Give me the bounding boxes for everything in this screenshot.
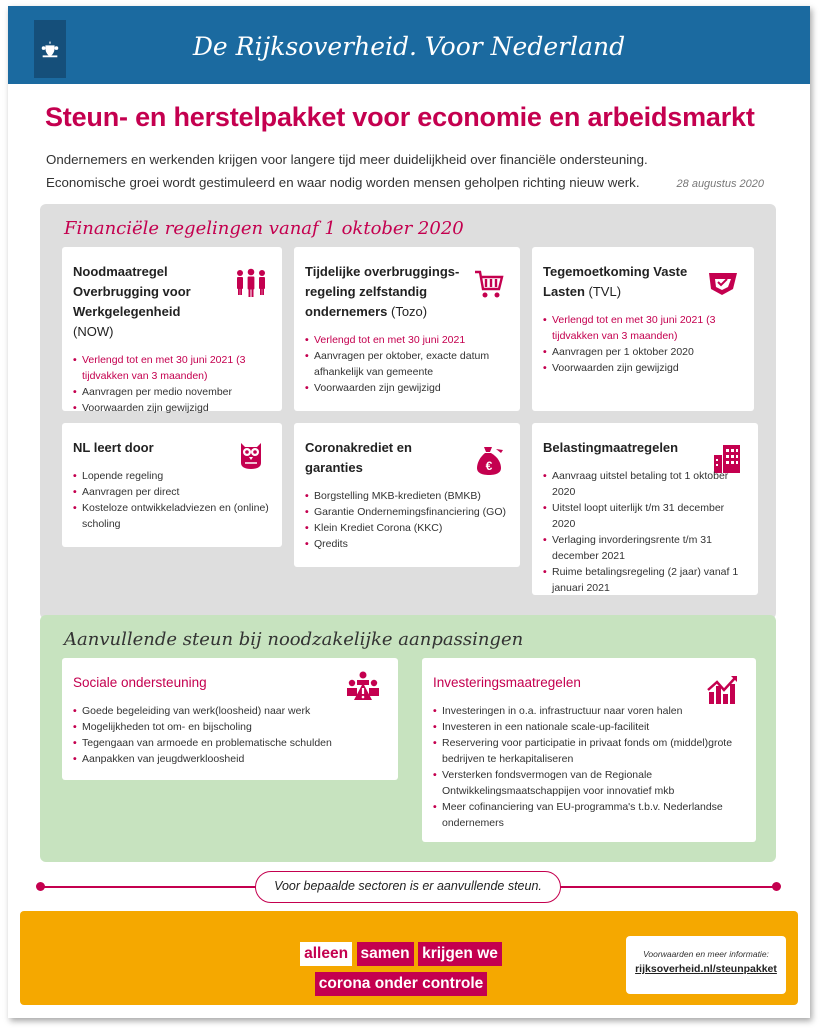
list-item: • Verlengd tot en met 30 juni 2021 (3 tijdvakken van 3 maanden) [73, 352, 272, 384]
card-belastingmaatregelen [532, 423, 758, 595]
card-list [305, 488, 510, 552]
poster [8, 6, 810, 1018]
cart-icon [472, 267, 506, 301]
list-item: • Aanpakken van jeugdwerkloosheid [73, 751, 388, 767]
growth-chart-icon [706, 672, 740, 706]
list-item: • Verlengd tot en met 30 juni 2021 (3 tijdvakken van 3 maanden) [543, 312, 744, 344]
card-list [433, 703, 746, 831]
card-list [73, 703, 388, 767]
additional-section-title: Aanvullende steun bij noodzakelijke aanpassingen [64, 629, 524, 650]
slogan-word: alleen [300, 942, 352, 966]
list-item: • Aanvragen per oktober, exacte datum afhankelijk van gemeente [305, 348, 510, 380]
card-title: NL leert door [73, 440, 154, 455]
list-item: • Uitstel loopt uiterlijk t/m 31 december 2020 [543, 500, 748, 532]
svg-text:€: € [485, 459, 493, 473]
card-investeringsmaatregelen [422, 658, 756, 842]
list-item: • Garantie Ondernemingsfinanciering (GO) [305, 504, 510, 520]
card-nl-leert-door [62, 423, 282, 547]
slogan-word: corona onder controle [315, 972, 488, 996]
info-box [626, 936, 786, 994]
list-item: • Kosteloze ontwikkeladviezen en (online) scholing [73, 500, 272, 532]
list-item: • Voorwaarden zijn gewijzigd [73, 400, 272, 416]
card-tvl [532, 247, 754, 411]
card-title: Belastingmaatregelen [543, 440, 679, 455]
list-item: • Aanvragen per 1 oktober 2020 [543, 344, 744, 360]
list-item: • Qredits [305, 536, 510, 552]
card-sociale-ondersteuning [62, 658, 398, 780]
sector-note: Voor bepaalde sectoren is er aanvullende steun. [255, 871, 561, 903]
divider-dot-right [772, 882, 781, 891]
list-item: • Verlaging invorderingsrente t/m 31 december 2021 [543, 532, 748, 564]
list-item: • Aanvragen per medio november [73, 384, 272, 400]
tag-icon [706, 267, 740, 301]
money-bag-icon [472, 443, 506, 477]
info-link[interactable]: rijksoverheid.nl/steunpakket [635, 963, 777, 975]
card-title: Coronakrediet en garanties [305, 440, 412, 475]
card-title: Sociale ondersteuning [73, 675, 207, 690]
header-title: De Rijksoverheid. Voor Nederland [192, 32, 626, 61]
list-item: • Voorwaarden zijn gewijzigd [543, 360, 744, 376]
card-list [543, 312, 744, 376]
list-item: • Aanvraag uitstel betaling tot 1 oktober 2020 [543, 468, 748, 500]
list-item: • Goede begeleiding van werk(loosheid) naar werk [73, 703, 388, 719]
list-item: • Mogelijkheden tot om- en bijscholing [73, 719, 388, 735]
intro-line-1: Ondernemers en werkenden krijgen voor langere tijd meer duidelijkheid over financiële ondersteuning. [46, 152, 648, 167]
intro-text [46, 148, 666, 194]
card-list [73, 352, 272, 416]
card-title: Tijdelijke overbruggings-regeling zelfstandig ondernemers (Tozo) [305, 264, 460, 319]
card-list [73, 468, 272, 532]
info-label: Voorwaarden en meer informatie: [643, 949, 769, 959]
list-item: • Lopende regeling [73, 468, 272, 484]
financial-section-title: Financiële regelingen vanaf 1 oktober 2020 [64, 218, 464, 239]
header-bar [8, 6, 810, 84]
list-item: • Meer cofinanciering van EU-programma's t.b.v. Nederlandse ondernemers [433, 799, 746, 831]
list-item: • Verlengd tot en met 30 juni 2021 [305, 332, 510, 348]
owl-icon [234, 437, 268, 471]
list-item: • Versterken fondsvermogen van de Regionale Ontwikkelingsmaatschappijen voor innovatief mkb [433, 767, 746, 799]
list-item: • Investeren in een nationale scale-up-faciliteit [433, 719, 746, 735]
list-item: • Voorwaarden zijn gewijzigd [305, 380, 510, 396]
publication-date: 28 augustus 2020 [676, 178, 764, 190]
card-tozo [294, 247, 520, 411]
footer-banner [20, 911, 798, 1005]
slogan-word: samen [357, 942, 414, 966]
list-item: • Tegengaan van armoede en problematische schulden [73, 735, 388, 751]
card-list [305, 332, 510, 396]
additional-section [40, 615, 776, 862]
card-coronakrediet [294, 423, 520, 567]
card-now [62, 247, 282, 414]
list-item: • Borgstelling MKB-kredieten (BMKB) [305, 488, 510, 504]
people-warning-icon [346, 670, 380, 704]
list-item: • Reservering voor participatie in privaat fonds om (middel)grote bedrijven te herkapitaliseren [433, 735, 746, 767]
slogan [276, 939, 526, 999]
page-title: Steun- en herstelpakket voor economie en arbeidsmarkt [45, 102, 755, 132]
list-item: • Klein Krediet Corona (KKC) [305, 520, 510, 536]
list-item: • Aanvragen per direct [73, 484, 272, 500]
card-title: Investeringsmaatregelen [433, 675, 581, 690]
card-list [543, 468, 748, 596]
people-icon [234, 265, 268, 299]
list-item: • Ruime betalingsregeling (2 jaar) vanaf 1 januari 2021 [543, 564, 748, 596]
divider-dot-left [36, 882, 45, 891]
card-title: Tegemoetkoming Vaste Lasten (TVL) [543, 264, 688, 299]
slogan-word: krijgen we [418, 942, 502, 966]
financial-section [40, 204, 776, 619]
list-item: • Investeringen in o.a. infrastructuur naar voren halen [433, 703, 746, 719]
intro-line-2: Economische groei wordt gestimuleerd en waar nodig worden mensen geholpen richting nieuw werk. [46, 175, 640, 190]
card-title: Noodmaatregel Overbrugging voor Werkgelegenheid (NOW) [73, 264, 191, 339]
